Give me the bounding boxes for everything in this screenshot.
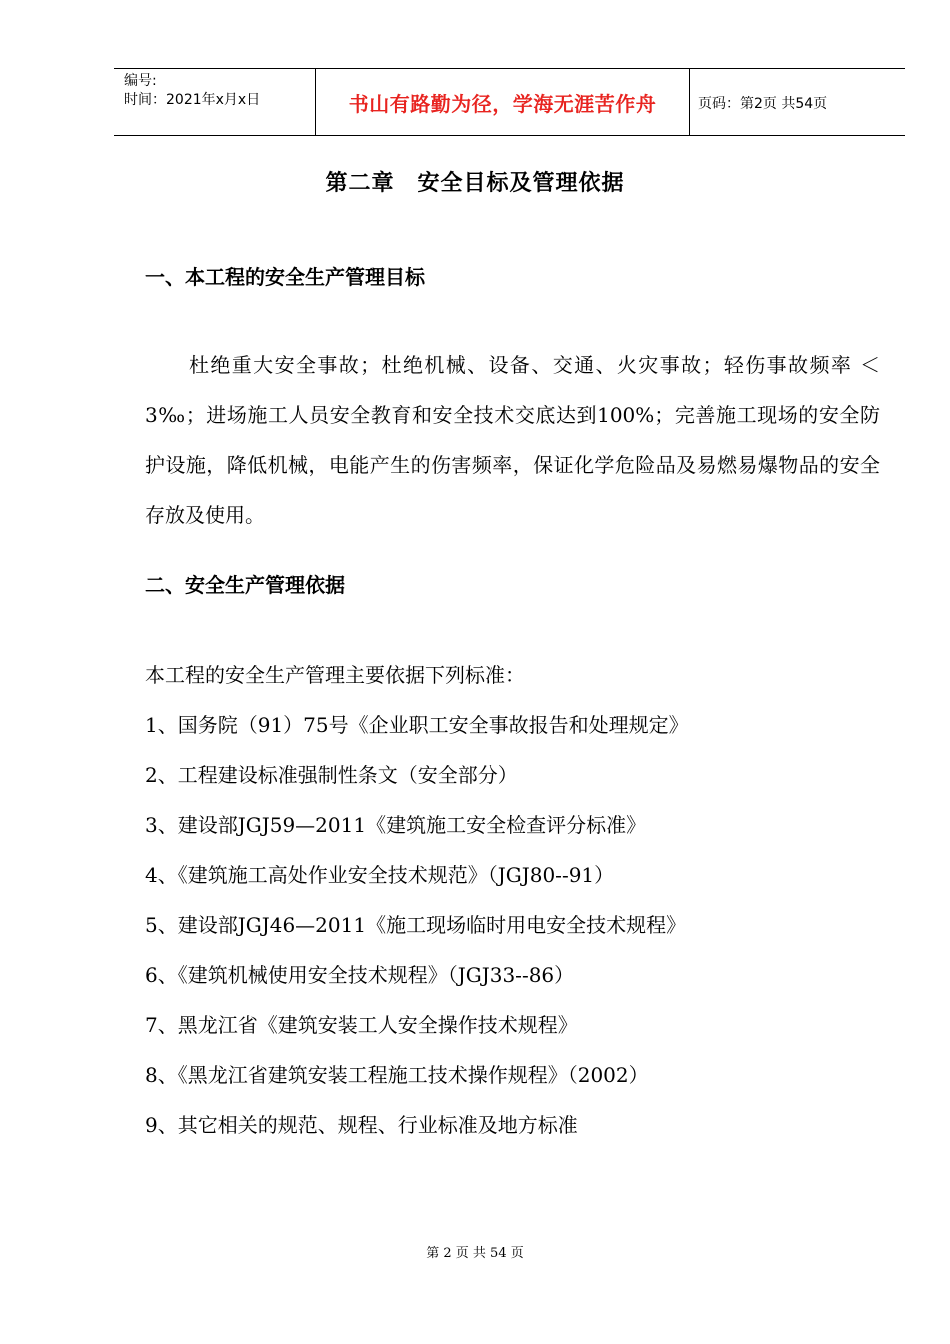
list-item: 4、《建筑施工高处作业安全技术规范》（JGJ80--91） (145, 863, 615, 887)
section-heading-goals: 一、本工程的安全生产管理目标 (145, 265, 425, 289)
list-item: 7、黑龙江省《建筑安装工人安全操作技术规程》 (145, 1013, 578, 1037)
basis-intro: 本工程的安全生产管理主要依据下列标准： (145, 663, 525, 687)
list-item: 2、工程建设标准强制性条文（安全部分） (145, 763, 518, 787)
list-item: 3、建设部JGJ59—2011《建筑施工安全检查评分标准》 (145, 813, 647, 837)
document-time: 时间：2021年x月x日 (124, 92, 261, 108)
list-item: 8、《黑龙江省建筑安装工程施工技术操作规程》（2002） (145, 1063, 649, 1087)
page-header (114, 68, 905, 136)
list-item: 9、其它相关的规范、规程、行业标准及地方标准 (145, 1113, 578, 1137)
list-item: 5、建设部JGJ46—2011《施工现场临时用电安全技术规程》 (145, 913, 687, 937)
chapter-title: 第二章 安全目标及管理依据 (325, 171, 625, 196)
header-meta (114, 69, 316, 136)
list-item: 6、《建筑机械使用安全技术规程》（JGJ33--86） (145, 963, 575, 987)
header-motto: 书山有路勤为径，学海无涯苦作舟 (316, 69, 690, 136)
list-item: 1、国务院（91）75号《企业职工安全事故报告和处理规定》 (145, 713, 689, 737)
document-number-label: 编号: (124, 73, 157, 89)
section-heading-basis: 二、安全生产管理依据 (145, 573, 345, 597)
page-footer: 第 2 页 共 54 页 (426, 1246, 524, 1261)
header-page-info: 页码：第2页 共54页 (698, 95, 828, 112)
goals-paragraph: 杜绝重大安全事故；杜绝机械、设备、交通、火灾事故；轻伤事故频率 ＜3‰；进场施工人员安全教育和安全技术交底达到100%；完善施工现场的安全防护设施，降低机械，电能产生的伤害频率，保证化学危险品及易燃易爆物品的安全存放及使用。 (145, 353, 880, 527)
